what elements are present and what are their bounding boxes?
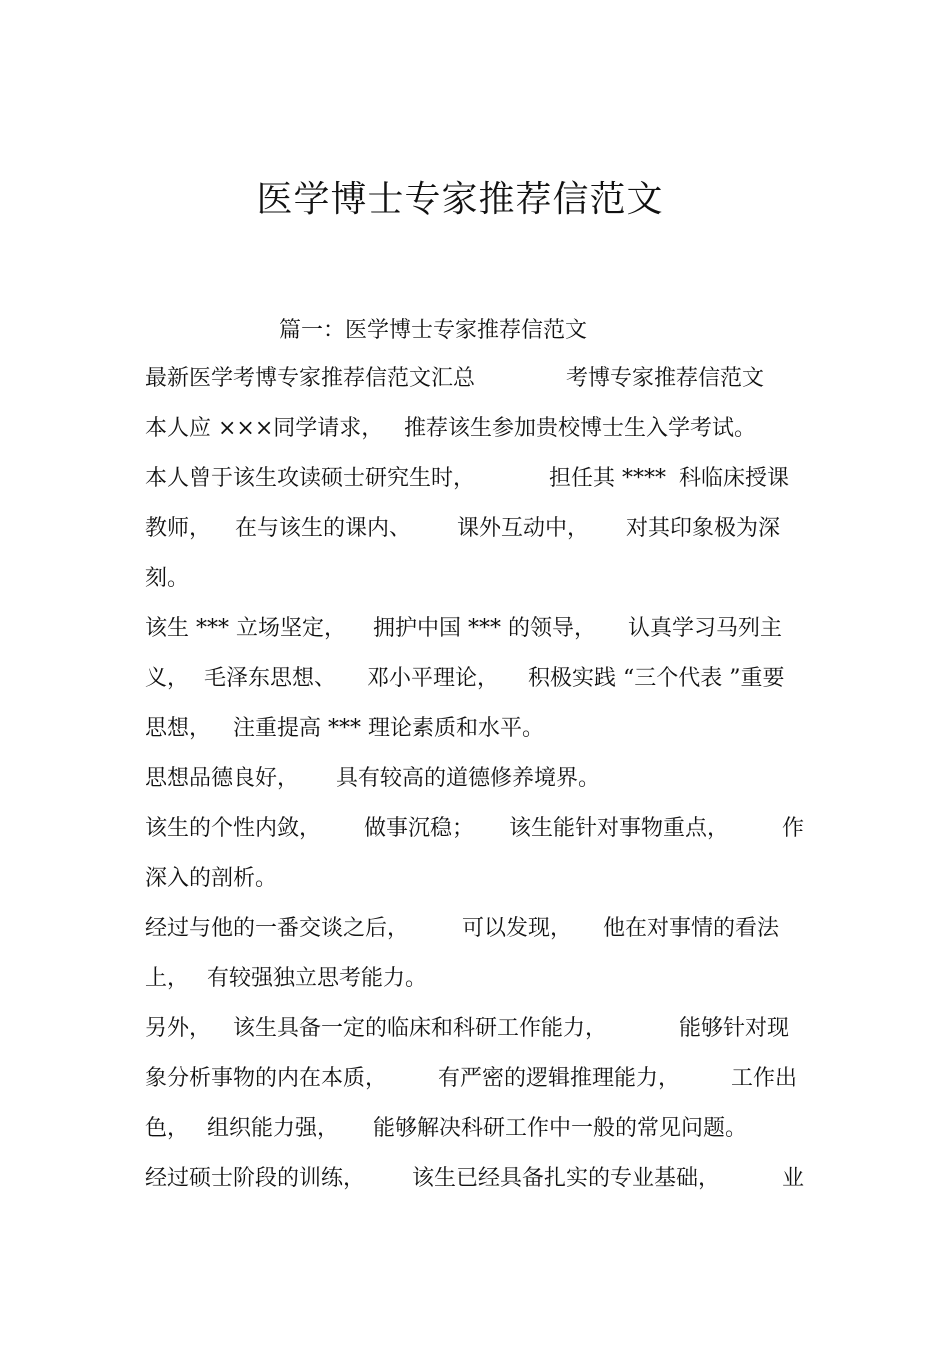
document-subtitle: 篇一：医学博士专家推荐信范文	[279, 318, 588, 343]
text-segment: 该生已经具备扎实的专业基础，	[412, 1166, 721, 1191]
text-segment: 色，	[145, 1116, 190, 1141]
text-segment: 经过硕士阶段的训练，	[145, 1166, 366, 1191]
text-segment: 教师，	[145, 516, 212, 541]
text-segment: 能够解决科研工作中一般的常见问题。	[373, 1116, 748, 1141]
text-segment: 刻。	[145, 566, 190, 591]
text-segment: 考博专家推荐信范文	[566, 366, 765, 391]
text-segment: 具有较高的道德修养境界。	[336, 766, 601, 791]
text-segment: 科临床授课	[679, 466, 790, 491]
document-title: 医学博士专家推荐信范文	[256, 179, 664, 220]
text-segment: 推荐该生参加贵校博士生入学考试。	[404, 416, 757, 441]
text-segment: 可以发现，	[462, 916, 573, 941]
text-segment: 课外互动中，	[457, 516, 590, 541]
text-segment: 有严密的逻辑推理能力，	[438, 1066, 681, 1091]
text-segment: 邓小平理论，	[367, 666, 500, 691]
text-segment: 思想品德良好，	[145, 766, 300, 791]
text-segment: 上，	[145, 966, 190, 991]
text-segment: 工作出	[731, 1066, 798, 1091]
text-segment: 另外，	[145, 1016, 212, 1041]
text-segment: 做事沉稳；	[364, 816, 475, 841]
text-segment: 对其印象极为深	[626, 516, 781, 541]
text-segment: 该生 *** 立场坚定，	[145, 616, 346, 641]
text-segment: 本人应 ×××同学请求，	[145, 416, 384, 441]
text-segment: 该生具备一定的临床和科研工作能力，	[233, 1016, 608, 1041]
text-segment: 该生的个性内敛，	[145, 816, 322, 841]
text-segment: 担任其 ****	[549, 466, 666, 491]
text-segment: 作	[782, 816, 805, 841]
text-segment: 拥护中国 *** 的领导，	[373, 616, 596, 641]
text-segment: 义，	[145, 666, 190, 691]
text-segment: 有较强独立思考能力。	[207, 966, 428, 991]
text-segment: 本人曾于该生攻读硕士研究生时，	[145, 466, 476, 491]
text-segment: 经过与他的一番交谈之后，	[145, 916, 410, 941]
text-segment: 认真学习马列主	[628, 616, 783, 641]
text-segment: 该生能针对事物重点，	[509, 816, 730, 841]
text-segment: 组织能力强，	[207, 1116, 340, 1141]
text-segment: 毛泽东思想、	[204, 666, 337, 691]
text-segment: 思想，	[145, 716, 212, 741]
text-segment: 他在对事情的看法	[603, 916, 780, 941]
text-segment: 最新医学考博专家推荐信范文汇总	[145, 366, 476, 391]
text-segment: 积极实践 “三个代表 ”重要	[528, 666, 785, 691]
text-segment: 能够针对现	[679, 1016, 790, 1041]
text-segment: 象分析事物的内在本质，	[145, 1066, 388, 1091]
text-segment: 深入的剖析。	[145, 866, 278, 891]
text-segment: 业	[782, 1166, 805, 1191]
text-segment: 注重提高 *** 理论素质和水平。	[233, 716, 544, 741]
text-segment: 在与该生的课内、	[235, 516, 412, 541]
